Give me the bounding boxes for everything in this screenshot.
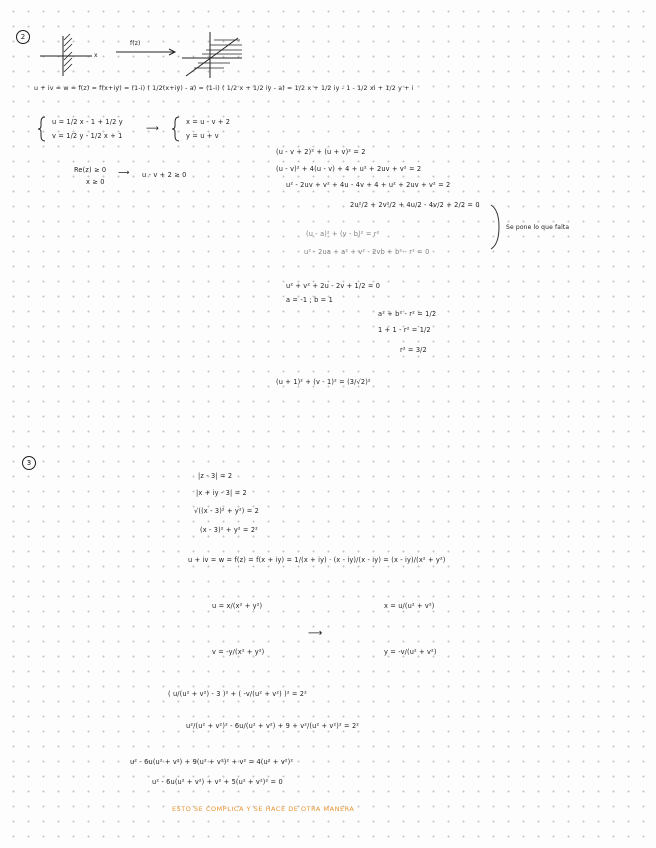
p2-eq-10: 1 + 1 - r² = 1/2	[378, 326, 431, 334]
p3-x-def: x = u/(u² + v²)	[384, 602, 435, 610]
system-brace-icon	[38, 116, 46, 142]
p3-eq-8: u² - 6u(u² + v²) + 9(u² + v²)² + v² = 4(u² + v²)²	[130, 758, 294, 766]
condition-2: x ≥ 0	[86, 178, 105, 186]
p2-eq-2: (u - v)² + 4(u - v) + 4 + u² + 2uv + v² = 2	[276, 165, 422, 173]
condition-arrow: ⟶	[118, 168, 130, 177]
map-label: f(z)	[130, 40, 141, 47]
system-left-2: v = 1/2 y - 1/2 x + 1	[52, 132, 123, 140]
p3-v-def: v = -y/(x² + y²)	[212, 648, 265, 656]
p3-eq-1: |z - 3| = 2	[198, 472, 233, 480]
p3-eq-3: √((x - 3)² + y²) = 2	[194, 507, 259, 515]
p2-eq-5: (u - a)² + (v - b)² = r²	[306, 230, 380, 238]
p3-eq-7: u²/(u² + v²)² - 6u/(u² + v²) + 9 + v²/(u² + v²)² = 2²	[186, 722, 360, 730]
p2-eq-8: a = -1 ; b = 1	[286, 296, 333, 304]
p2-eq-6: u² - 2ua + a² + v² - 2vb + b² - r² = 0	[304, 248, 430, 256]
system-arrow: ⟶	[146, 124, 160, 134]
p3-eq-6: ( u/(u² + v²) - 3 )² + ( -v/(u² + v²) )² = 2²	[168, 690, 307, 698]
arrow-right-icon	[116, 48, 178, 56]
p3-note: ESTO SE COMPLICA Y SE HACE DE OTRA MANERA	[172, 805, 355, 813]
system-brace-right-icon	[172, 116, 180, 142]
p3-eq-5: u + iv = w = f(z) = f(x + iy) = 1/(x + iy) · (x - iy)/(x - iy) = (x - iy)/(x² + y²)	[188, 556, 446, 564]
p3-eq-2: |x + iy - 3| = 2	[196, 489, 247, 497]
bracket-icon	[490, 204, 502, 250]
p3-u-def: u = x/(x² + y²)	[212, 602, 263, 610]
side-note: Se pone lo que falta	[506, 224, 570, 231]
system-right-2: y = u + v	[186, 132, 219, 140]
condition-1: Re(z) ≥ 0	[74, 166, 107, 174]
p3-eq-4: (x - 3)² + y² = 2²	[200, 526, 258, 534]
system-right-1: x = u - v + 2	[186, 118, 231, 126]
condition-result: u - v + 2 ≥ 0	[142, 171, 187, 179]
p2-eq-11: r² = 3/2	[400, 346, 427, 354]
axis-x-label: x	[94, 52, 98, 59]
p2-eq-4: 2u²/2 + 2v²/2 + 4u/2 - 4v/2 + 2/2 = 0	[350, 201, 480, 209]
p2-eq-3: u² - 2uv + v² + 4u - 4v + 4 + u² + 2uv + v² = 2	[286, 181, 451, 189]
p3-eq-9: u² - 6u(u² + v²) + v² + 5(u² + v²)² = 0	[152, 778, 283, 786]
p2-eq-7: u² + v² + 2u - 2v + 1/2 = 0	[286, 282, 381, 290]
p3-arrow: ⟶	[308, 628, 323, 639]
p2-main-line: u + iv = w = f(z) = f(x+iy) = (1-i) ( 1/2(x+iy) - a) = (1-i) ( 1/2 x + 1/2 iy - a) = 1/2 x + 1/2 iy - 1 - 1/2 xi + 1/2 y + i	[34, 85, 414, 92]
problem-number-2: 2	[16, 30, 30, 44]
system-left-1: u = 1/2 x - 1 + 1/2 y	[52, 118, 123, 126]
problem-number-3: 3	[22, 456, 36, 470]
p3-y-def: y = -v/(u² + v²)	[384, 648, 437, 656]
p2-eq-12: (u + 1)² + (v - 1)² = (3/√2)²	[276, 378, 371, 386]
p2-eq-1: (u - v + 2)² + (u + v)² = 2	[276, 148, 366, 156]
p2-eq-9: a² + b² - r² = 1/2	[378, 310, 437, 318]
w-plane-sketch-icon	[180, 30, 246, 80]
